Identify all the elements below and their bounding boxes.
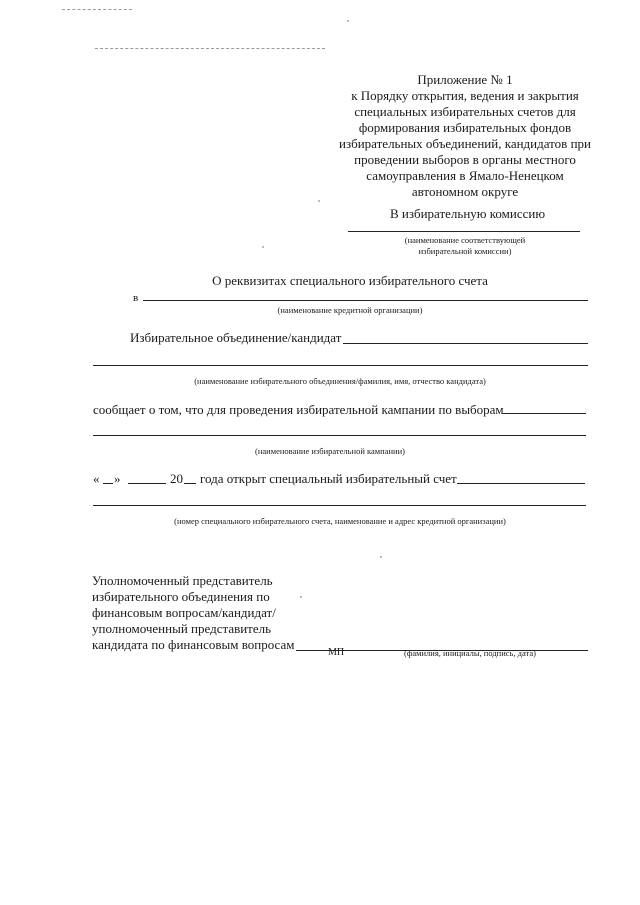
- scan-artifact: [262, 246, 264, 248]
- signature-caption: (фамилия, инициалы, подпись, дата): [404, 648, 536, 658]
- date-year-prefix: 20: [170, 471, 183, 486]
- annex-line: самоуправления в Ямало-Ненецком: [366, 168, 564, 183]
- scan-artifact: [380, 556, 382, 558]
- account-field-continuation[interactable]: [93, 505, 586, 506]
- signature-label-line: уполномоченный представитель: [92, 621, 272, 636]
- annex-line: проведении выборов в органы местного: [354, 152, 576, 167]
- annex-line: формирования избирательных фондов: [358, 120, 572, 135]
- party-field-continuation[interactable]: [93, 365, 588, 366]
- scan-artifact: [62, 9, 132, 10]
- addressee-field[interactable]: [348, 231, 580, 232]
- campaign-field-continuation[interactable]: [93, 435, 586, 436]
- document-heading: О реквизитах специального избирательного счета: [212, 273, 488, 288]
- campaign-field[interactable]: [503, 413, 586, 414]
- date-open-quote: «: [93, 471, 100, 486]
- annex-line: автономном округе: [411, 184, 519, 199]
- signature-label-line: избирательного объединения по: [92, 589, 270, 604]
- scan-artifact: [300, 596, 302, 598]
- addressee-label: В избирательную комиссию: [389, 206, 546, 221]
- bank-prefix: в: [133, 292, 139, 304]
- signature-label-line: Уполномоченный представитель: [92, 573, 273, 588]
- bank-caption: (наименование кредитной организации): [277, 305, 423, 315]
- annex-title: Приложение № 1: [417, 72, 513, 87]
- party-field[interactable]: [343, 343, 588, 344]
- signature-label-line: финансовым вопросам/кандидат/: [92, 605, 276, 620]
- date-close-quote: »: [114, 471, 121, 486]
- addressee-caption: (наименование соответствующей: [404, 235, 526, 245]
- party-caption: (наименование избирательного объединения/фамилия, имя, отчество кандидата): [194, 376, 486, 386]
- party-label: Избирательное объединение/кандидат: [130, 330, 342, 345]
- annex-line: избирательных объединений, кандидатов при: [339, 136, 591, 151]
- scan-artifact: [318, 200, 320, 202]
- scan-artifact: [95, 48, 325, 49]
- campaign-label: сообщает о том, что для проведения избирательной кампании по выборам: [93, 402, 504, 417]
- addressee-caption: избирательной комиссии): [418, 246, 512, 256]
- account-label: года открыт специальный избирательный счет: [200, 471, 457, 486]
- annex-line: к Порядку открытия, ведения и закрытия: [351, 88, 579, 103]
- date-month-field[interactable]: [128, 483, 166, 484]
- bank-field[interactable]: [143, 300, 588, 301]
- campaign-caption: (наименование избирательной кампании): [255, 446, 405, 456]
- annex-line: специальных избирательных счетов для: [354, 104, 576, 119]
- scan-artifact: [347, 20, 349, 22]
- account-field[interactable]: [457, 483, 585, 484]
- signature-label-line: кандидата по финансовым вопросам: [92, 637, 295, 652]
- date-day-field[interactable]: [103, 483, 113, 484]
- date-year-field[interactable]: [184, 483, 196, 484]
- stamp-label: МП: [328, 647, 345, 658]
- account-caption: (номер специального избирательного счета, наименование и адрес кредитной организации): [174, 516, 506, 526]
